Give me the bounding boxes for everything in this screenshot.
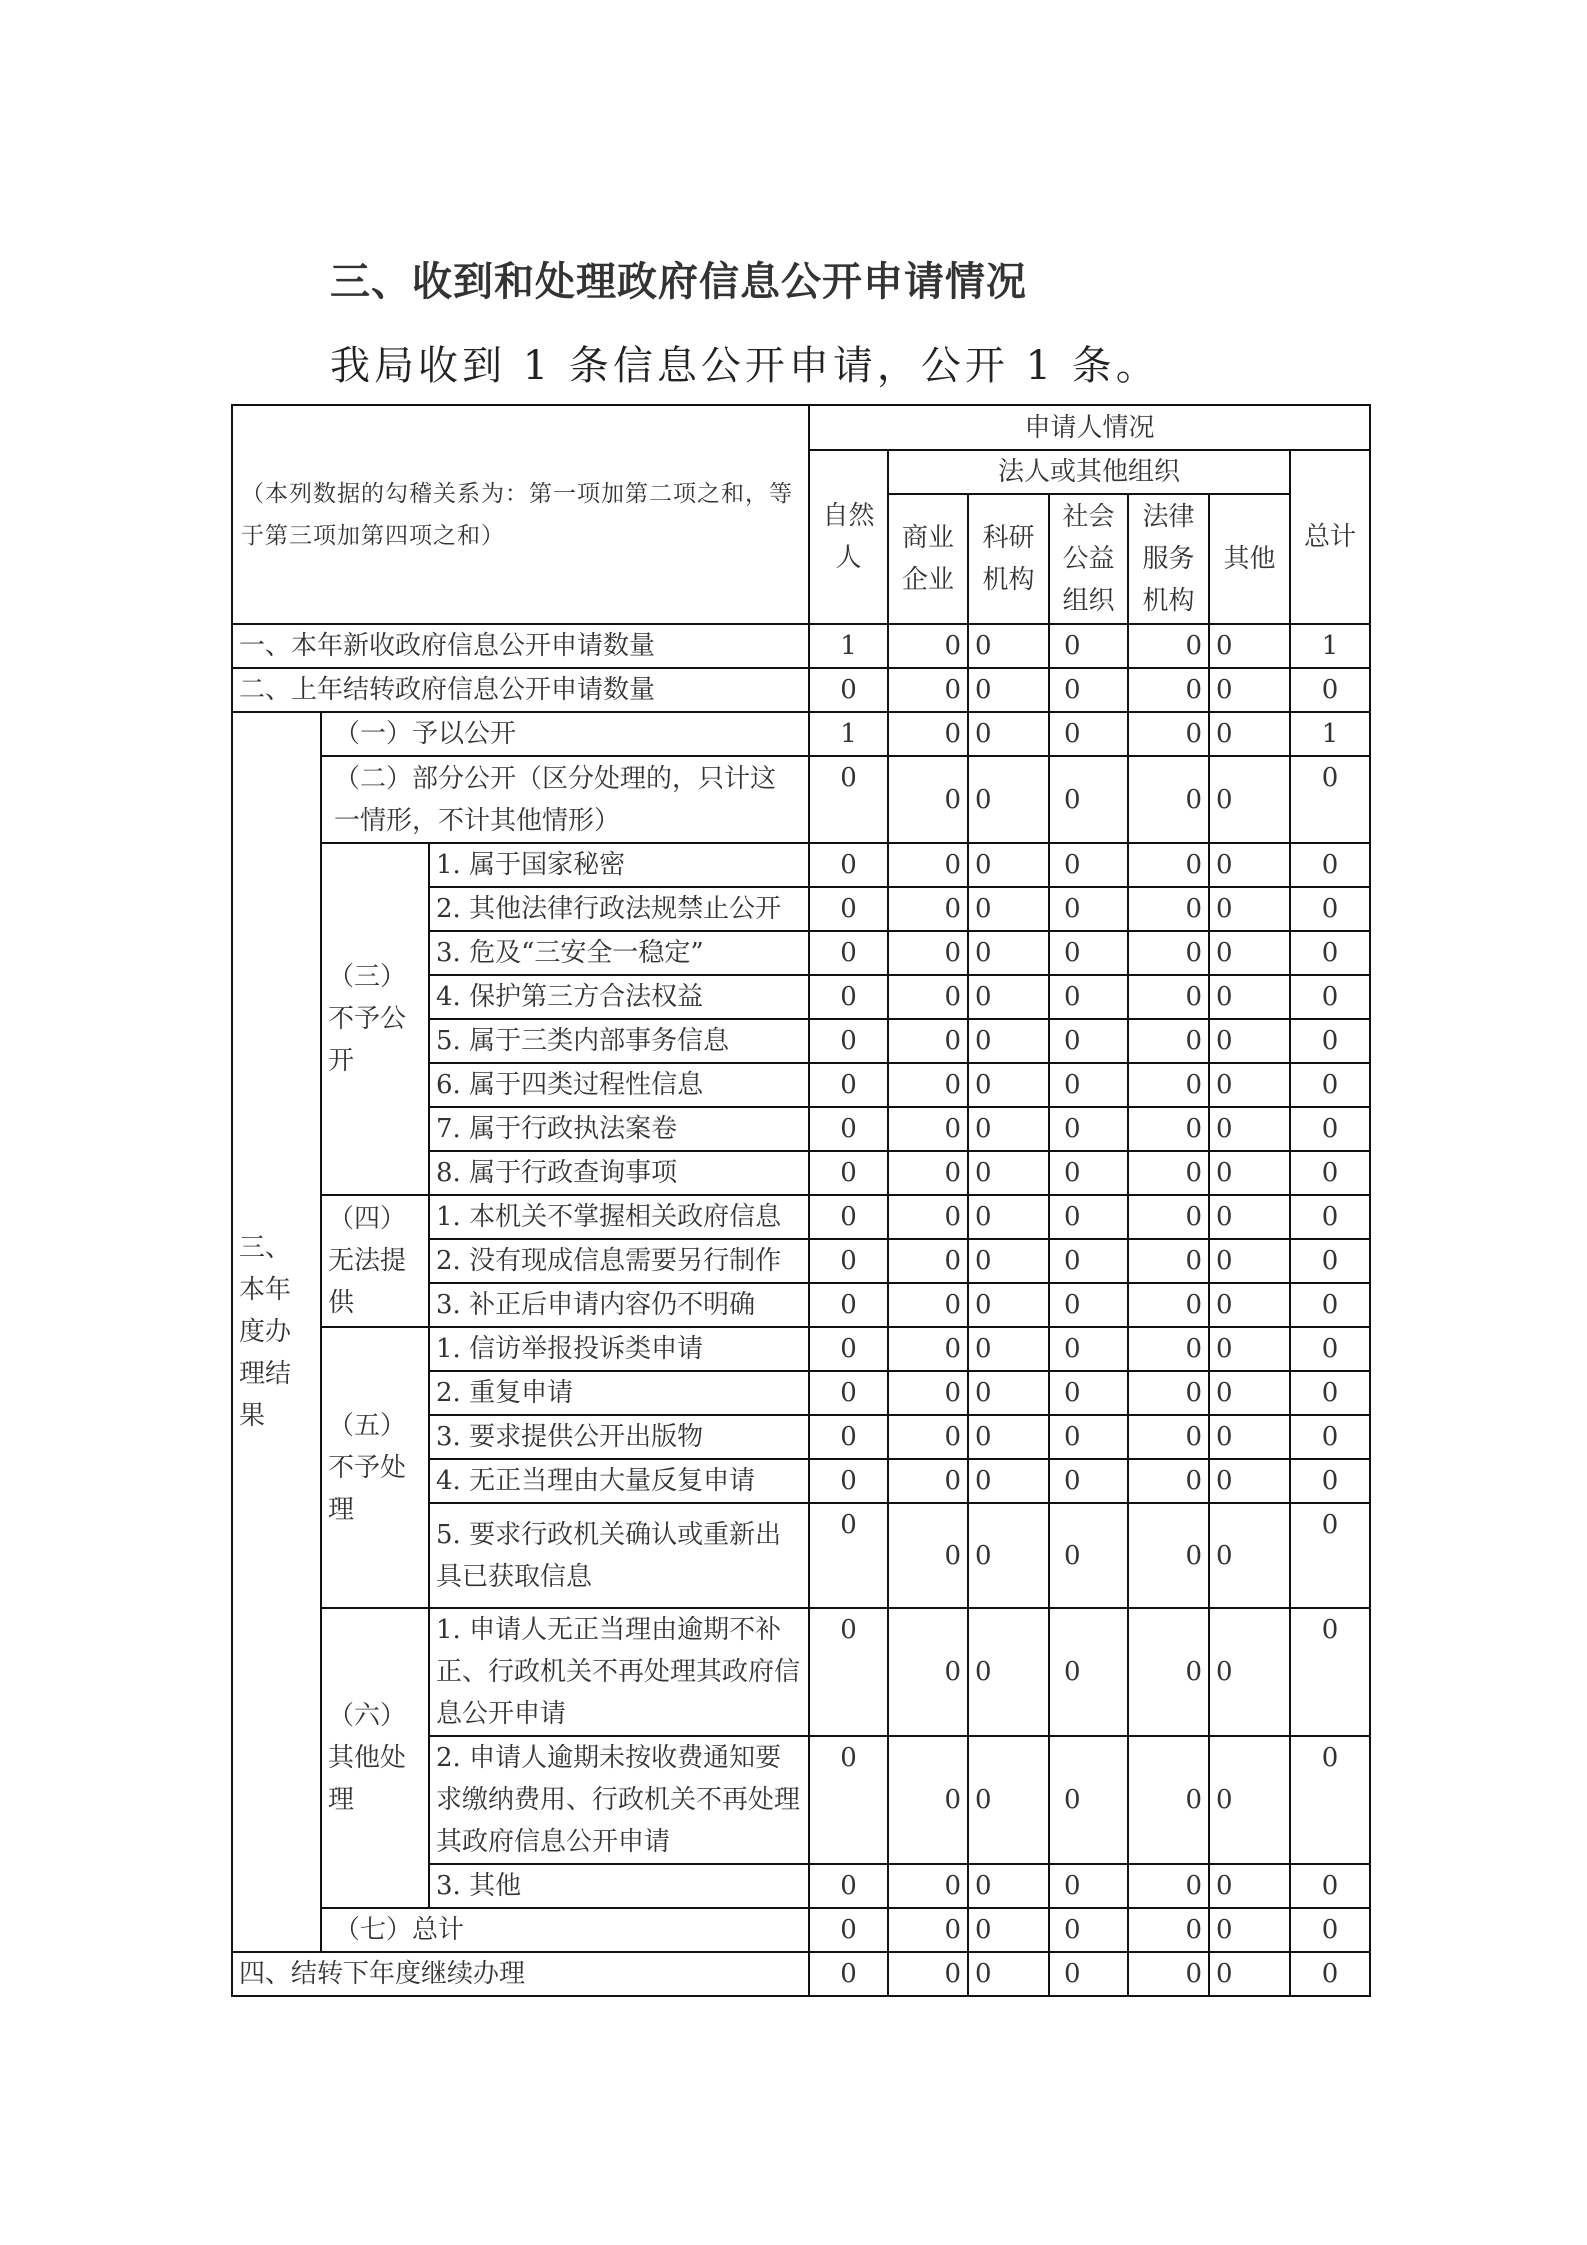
value-cell: 0 (968, 1908, 1049, 1952)
header-legal-org: 法人或其他组织 (888, 450, 1290, 494)
value-cell: 1 (809, 712, 888, 756)
value-cell: 0 (968, 931, 1049, 975)
header-col: 其他 (1209, 494, 1290, 624)
value-cell: 0 (1209, 1107, 1290, 1151)
value-cell: 0 (1209, 1151, 1290, 1195)
item-label: 5. 要求行政机关确认或重新出具已获取信息 (429, 1503, 809, 1608)
value-cell: 0 (809, 1952, 888, 1996)
value-cell: 0 (809, 1151, 888, 1195)
value-cell: 0 (1209, 1908, 1290, 1952)
value-cell: 0 (1209, 624, 1290, 668)
value-cell: 0 (968, 1019, 1049, 1063)
item-label: 4. 保护第三方合法权益 (429, 975, 809, 1019)
value-cell: 0 (1049, 1195, 1128, 1239)
subgroup-label: （一）予以公开 (321, 712, 809, 756)
value-cell: 0 (1128, 1608, 1209, 1736)
subgroup-label: （四）无法提供 (321, 1195, 429, 1327)
summary-text: 我局收到 1 条信息公开申请，公开 1 条。 (330, 343, 1160, 389)
value-cell: 0 (1049, 843, 1128, 887)
value-cell: 0 (1128, 1327, 1209, 1371)
value-cell: 0 (809, 1019, 888, 1063)
value-cell: 0 (888, 1952, 968, 1996)
value-cell: 0 (1290, 1864, 1370, 1908)
value-cell: 0 (1128, 1283, 1209, 1327)
value-cell: 0 (888, 1195, 968, 1239)
value-cell: 0 (809, 1608, 888, 1736)
subgroup-label: （五）不予处理 (321, 1327, 429, 1608)
value-cell: 0 (1209, 1459, 1290, 1503)
value-cell: 0 (968, 843, 1049, 887)
value-cell: 0 (888, 624, 968, 668)
value-cell: 0 (1049, 1608, 1128, 1736)
value-cell: 0 (1128, 1415, 1209, 1459)
value-cell: 0 (968, 1151, 1049, 1195)
value-cell: 0 (1209, 1239, 1290, 1283)
value-cell: 0 (1128, 668, 1209, 712)
value-cell: 0 (1128, 843, 1209, 887)
value-cell: 0 (968, 887, 1049, 931)
value-cell: 0 (1290, 1327, 1370, 1371)
value-cell: 0 (888, 843, 968, 887)
value-cell: 0 (968, 624, 1049, 668)
value-cell: 0 (1209, 1327, 1290, 1371)
value-cell: 0 (968, 1195, 1049, 1239)
value-cell: 0 (1290, 1283, 1370, 1327)
value-cell: 0 (1128, 1371, 1209, 1415)
value-cell: 0 (1128, 712, 1209, 756)
value-cell: 1 (1290, 712, 1370, 756)
value-cell: 0 (1290, 1736, 1370, 1864)
value-cell: 0 (1049, 887, 1128, 931)
item-label: 2. 其他法律行政法规禁止公开 (429, 887, 809, 931)
value-cell: 0 (1049, 1459, 1128, 1503)
value-cell: 0 (1049, 1952, 1128, 1996)
value-cell: 0 (1049, 1908, 1128, 1952)
value-cell: 0 (888, 1239, 968, 1283)
value-cell: 0 (888, 1503, 968, 1608)
value-cell: 0 (888, 975, 968, 1019)
value-cell: 0 (1209, 975, 1290, 1019)
value-cell: 0 (1290, 1195, 1370, 1239)
value-cell: 0 (1049, 1503, 1128, 1608)
value-cell: 0 (1128, 1019, 1209, 1063)
value-cell: 0 (1128, 1952, 1209, 1996)
header-col: 科研机构 (968, 494, 1049, 624)
value-cell: 0 (1128, 1239, 1209, 1283)
value-cell: 0 (1290, 1107, 1370, 1151)
value-cell: 0 (809, 668, 888, 712)
subgroup-label: （六）其他处理 (321, 1608, 429, 1908)
value-cell: 0 (888, 756, 968, 843)
value-cell: 0 (1128, 975, 1209, 1019)
value-cell: 0 (888, 1327, 968, 1371)
value-cell: 0 (1049, 1736, 1128, 1864)
value-cell: 0 (968, 1503, 1049, 1608)
value-cell: 0 (1128, 1459, 1209, 1503)
value-cell: 0 (968, 1459, 1049, 1503)
item-label: 3. 要求提供公开出版物 (429, 1415, 809, 1459)
value-cell: 0 (1209, 1503, 1290, 1608)
item-label: 5. 属于三类内部事务信息 (429, 1019, 809, 1063)
value-cell: 0 (1128, 931, 1209, 975)
value-cell: 0 (1049, 1239, 1128, 1283)
value-cell: 0 (888, 1608, 968, 1736)
value-cell: 0 (1049, 1371, 1128, 1415)
value-cell: 0 (1209, 1019, 1290, 1063)
value-cell: 0 (809, 887, 888, 931)
value-cell: 0 (1290, 931, 1370, 975)
value-cell: 0 (888, 1107, 968, 1151)
header-col: 商业企业 (888, 494, 968, 624)
value-cell: 0 (888, 887, 968, 931)
value-cell: 0 (809, 1195, 888, 1239)
item-label: 3. 补正后申请内容仍不明确 (429, 1283, 809, 1327)
value-cell: 0 (1209, 1371, 1290, 1415)
header-applicant: 申请人情况 (809, 405, 1370, 450)
value-cell: 0 (968, 1371, 1049, 1415)
value-cell: 0 (809, 975, 888, 1019)
application-table (231, 404, 1371, 1997)
value-cell: 0 (1290, 1151, 1370, 1195)
value-cell: 0 (888, 931, 968, 975)
value-cell: 0 (1209, 1283, 1290, 1327)
value-cell: 0 (968, 1107, 1049, 1151)
group-label: 三、本年度办理结果 (232, 712, 321, 1952)
value-cell: 0 (1049, 1019, 1128, 1063)
value-cell: 0 (1290, 1239, 1370, 1283)
value-cell: 0 (1049, 712, 1128, 756)
value-cell: 0 (968, 1283, 1049, 1327)
subgroup-label: （二）部分公开（区分处理的，只计这一情形，不计其他情形） (321, 756, 809, 843)
item-label: 4. 无正当理由大量反复申请 (429, 1459, 809, 1503)
value-cell: 0 (1290, 1371, 1370, 1415)
value-cell: 0 (1209, 756, 1290, 843)
value-cell: 0 (888, 1415, 968, 1459)
header-natural-person: 自然人 (809, 450, 888, 624)
value-cell: 0 (1209, 1195, 1290, 1239)
value-cell: 0 (1209, 712, 1290, 756)
value-cell: 0 (1049, 1415, 1128, 1459)
value-cell: 0 (1049, 1327, 1128, 1371)
value-cell: 0 (1209, 1952, 1290, 1996)
value-cell: 0 (1049, 668, 1128, 712)
value-cell: 0 (1290, 1459, 1370, 1503)
value-cell: 0 (1049, 1864, 1128, 1908)
value-cell: 0 (1128, 1107, 1209, 1151)
value-cell: 0 (1290, 1063, 1370, 1107)
value-cell: 0 (888, 1908, 968, 1952)
value-cell: 0 (1209, 931, 1290, 975)
value-cell: 0 (888, 1019, 968, 1063)
value-cell: 0 (809, 1239, 888, 1283)
value-cell: 0 (1290, 1608, 1370, 1736)
value-cell: 0 (968, 975, 1049, 1019)
section-title: 三、收到和处理政府信息公开申请情况 (330, 259, 1027, 305)
value-cell: 0 (888, 668, 968, 712)
value-cell: 0 (809, 1864, 888, 1908)
value-cell: 0 (888, 1864, 968, 1908)
value-cell: 0 (968, 1736, 1049, 1864)
value-cell: 0 (809, 1327, 888, 1371)
value-cell: 0 (1128, 624, 1209, 668)
value-cell: 0 (809, 1415, 888, 1459)
row-label: 四、结转下年度继续办理 (232, 1952, 809, 1996)
item-label: 8. 属于行政查询事项 (429, 1151, 809, 1195)
value-cell: 1 (809, 624, 888, 668)
value-cell: 0 (809, 1908, 888, 1952)
value-cell: 0 (809, 1736, 888, 1864)
value-cell: 0 (1209, 1736, 1290, 1864)
table-row (232, 1952, 1370, 1996)
value-cell: 0 (1290, 1415, 1370, 1459)
value-cell: 0 (809, 1503, 888, 1608)
value-cell: 0 (888, 712, 968, 756)
value-cell: 0 (1049, 624, 1128, 668)
value-cell: 0 (1209, 887, 1290, 931)
item-label: 7. 属于行政执法案卷 (429, 1107, 809, 1151)
item-label: 2. 申请人逾期未按收费通知要求缴纳费用、行政机关不再处理其政府信息公开申请 (429, 1736, 809, 1864)
item-label: 6. 属于四类过程性信息 (429, 1063, 809, 1107)
value-cell: 0 (888, 1459, 968, 1503)
value-cell: 0 (968, 1239, 1049, 1283)
value-cell: 0 (968, 668, 1049, 712)
value-cell: 0 (1128, 756, 1209, 843)
table-row (232, 1908, 1370, 1952)
value-cell: 0 (1049, 1107, 1128, 1151)
value-cell: 1 (1290, 624, 1370, 668)
header-note: （本列数据的勾稽关系为：第一项加第二项之和，等于第三项加第四项之和） (232, 405, 809, 624)
item-label: 2. 重复申请 (429, 1371, 809, 1415)
value-cell: 0 (968, 1327, 1049, 1371)
value-cell: 0 (1209, 1063, 1290, 1107)
value-cell: 0 (1049, 1151, 1128, 1195)
value-cell: 0 (1209, 668, 1290, 712)
value-cell: 0 (1128, 1864, 1209, 1908)
item-label: 3. 危及“三安全一稳定” (429, 931, 809, 975)
value-cell: 0 (968, 756, 1049, 843)
value-cell: 0 (1290, 756, 1370, 843)
row-label: 一、本年新收政府信息公开申请数量 (232, 624, 809, 668)
item-label: 1. 本机关不掌握相关政府信息 (429, 1195, 809, 1239)
header-col: 社会公益组织 (1049, 494, 1128, 624)
value-cell: 0 (1128, 887, 1209, 931)
value-cell: 0 (888, 1371, 968, 1415)
value-cell: 0 (968, 1608, 1049, 1736)
table-row (232, 756, 1370, 843)
item-label: 3. 其他 (429, 1864, 809, 1908)
header-col: 法律服务机构 (1128, 494, 1209, 624)
table-row (232, 624, 1370, 668)
value-cell: 0 (1209, 843, 1290, 887)
table-row (232, 1608, 1370, 1736)
value-cell: 0 (1128, 1195, 1209, 1239)
value-cell: 0 (1128, 1151, 1209, 1195)
subgroup-label: （三）不予公开 (321, 843, 429, 1195)
value-cell: 0 (1290, 887, 1370, 931)
value-cell: 0 (1290, 843, 1370, 887)
value-cell: 0 (1290, 975, 1370, 1019)
value-cell: 0 (1049, 1283, 1128, 1327)
value-cell: 0 (809, 1371, 888, 1415)
value-cell: 0 (968, 712, 1049, 756)
item-label: 2. 没有现成信息需要另行制作 (429, 1239, 809, 1283)
value-cell: 0 (1128, 1736, 1209, 1864)
value-cell: 0 (1209, 1415, 1290, 1459)
value-cell: 0 (1128, 1063, 1209, 1107)
value-cell: 0 (809, 1459, 888, 1503)
value-cell: 0 (809, 1063, 888, 1107)
value-cell: 0 (1290, 668, 1370, 712)
value-cell: 0 (888, 1063, 968, 1107)
value-cell: 0 (968, 1063, 1049, 1107)
value-cell: 0 (1290, 1503, 1370, 1608)
value-cell: 0 (809, 931, 888, 975)
table-row (232, 1327, 1370, 1371)
value-cell: 0 (968, 1415, 1049, 1459)
value-cell: 0 (1209, 1864, 1290, 1908)
value-cell: 0 (888, 1736, 968, 1864)
value-cell: 0 (1128, 1503, 1209, 1608)
value-cell: 0 (1049, 931, 1128, 975)
subgroup-label: （七）总计 (321, 1908, 809, 1952)
value-cell: 0 (1049, 975, 1128, 1019)
value-cell: 0 (809, 843, 888, 887)
header-total: 总计 (1290, 450, 1370, 624)
value-cell: 0 (888, 1151, 968, 1195)
value-cell: 0 (968, 1952, 1049, 1996)
table-row (232, 712, 1370, 756)
value-cell: 0 (1290, 1019, 1370, 1063)
value-cell: 0 (1290, 1908, 1370, 1952)
table-row (232, 843, 1370, 887)
item-label: 1. 属于国家秘密 (429, 843, 809, 887)
value-cell: 0 (968, 1864, 1049, 1908)
table-row (232, 668, 1370, 712)
value-cell: 0 (1290, 1952, 1370, 1996)
value-cell: 0 (809, 1107, 888, 1151)
item-label: 1. 信访举报投诉类申请 (429, 1327, 809, 1371)
row-label: 二、上年结转政府信息公开申请数量 (232, 668, 809, 712)
value-cell: 0 (888, 1283, 968, 1327)
item-label: 1. 申请人无正当理由逾期不补正、行政机关不再处理其政府信息公开申请 (429, 1608, 809, 1736)
value-cell: 0 (809, 756, 888, 843)
value-cell: 0 (1128, 1908, 1209, 1952)
value-cell: 0 (1209, 1608, 1290, 1736)
value-cell: 0 (1049, 756, 1128, 843)
value-cell: 0 (1049, 1063, 1128, 1107)
table-row (232, 1195, 1370, 1239)
value-cell: 0 (809, 1283, 888, 1327)
